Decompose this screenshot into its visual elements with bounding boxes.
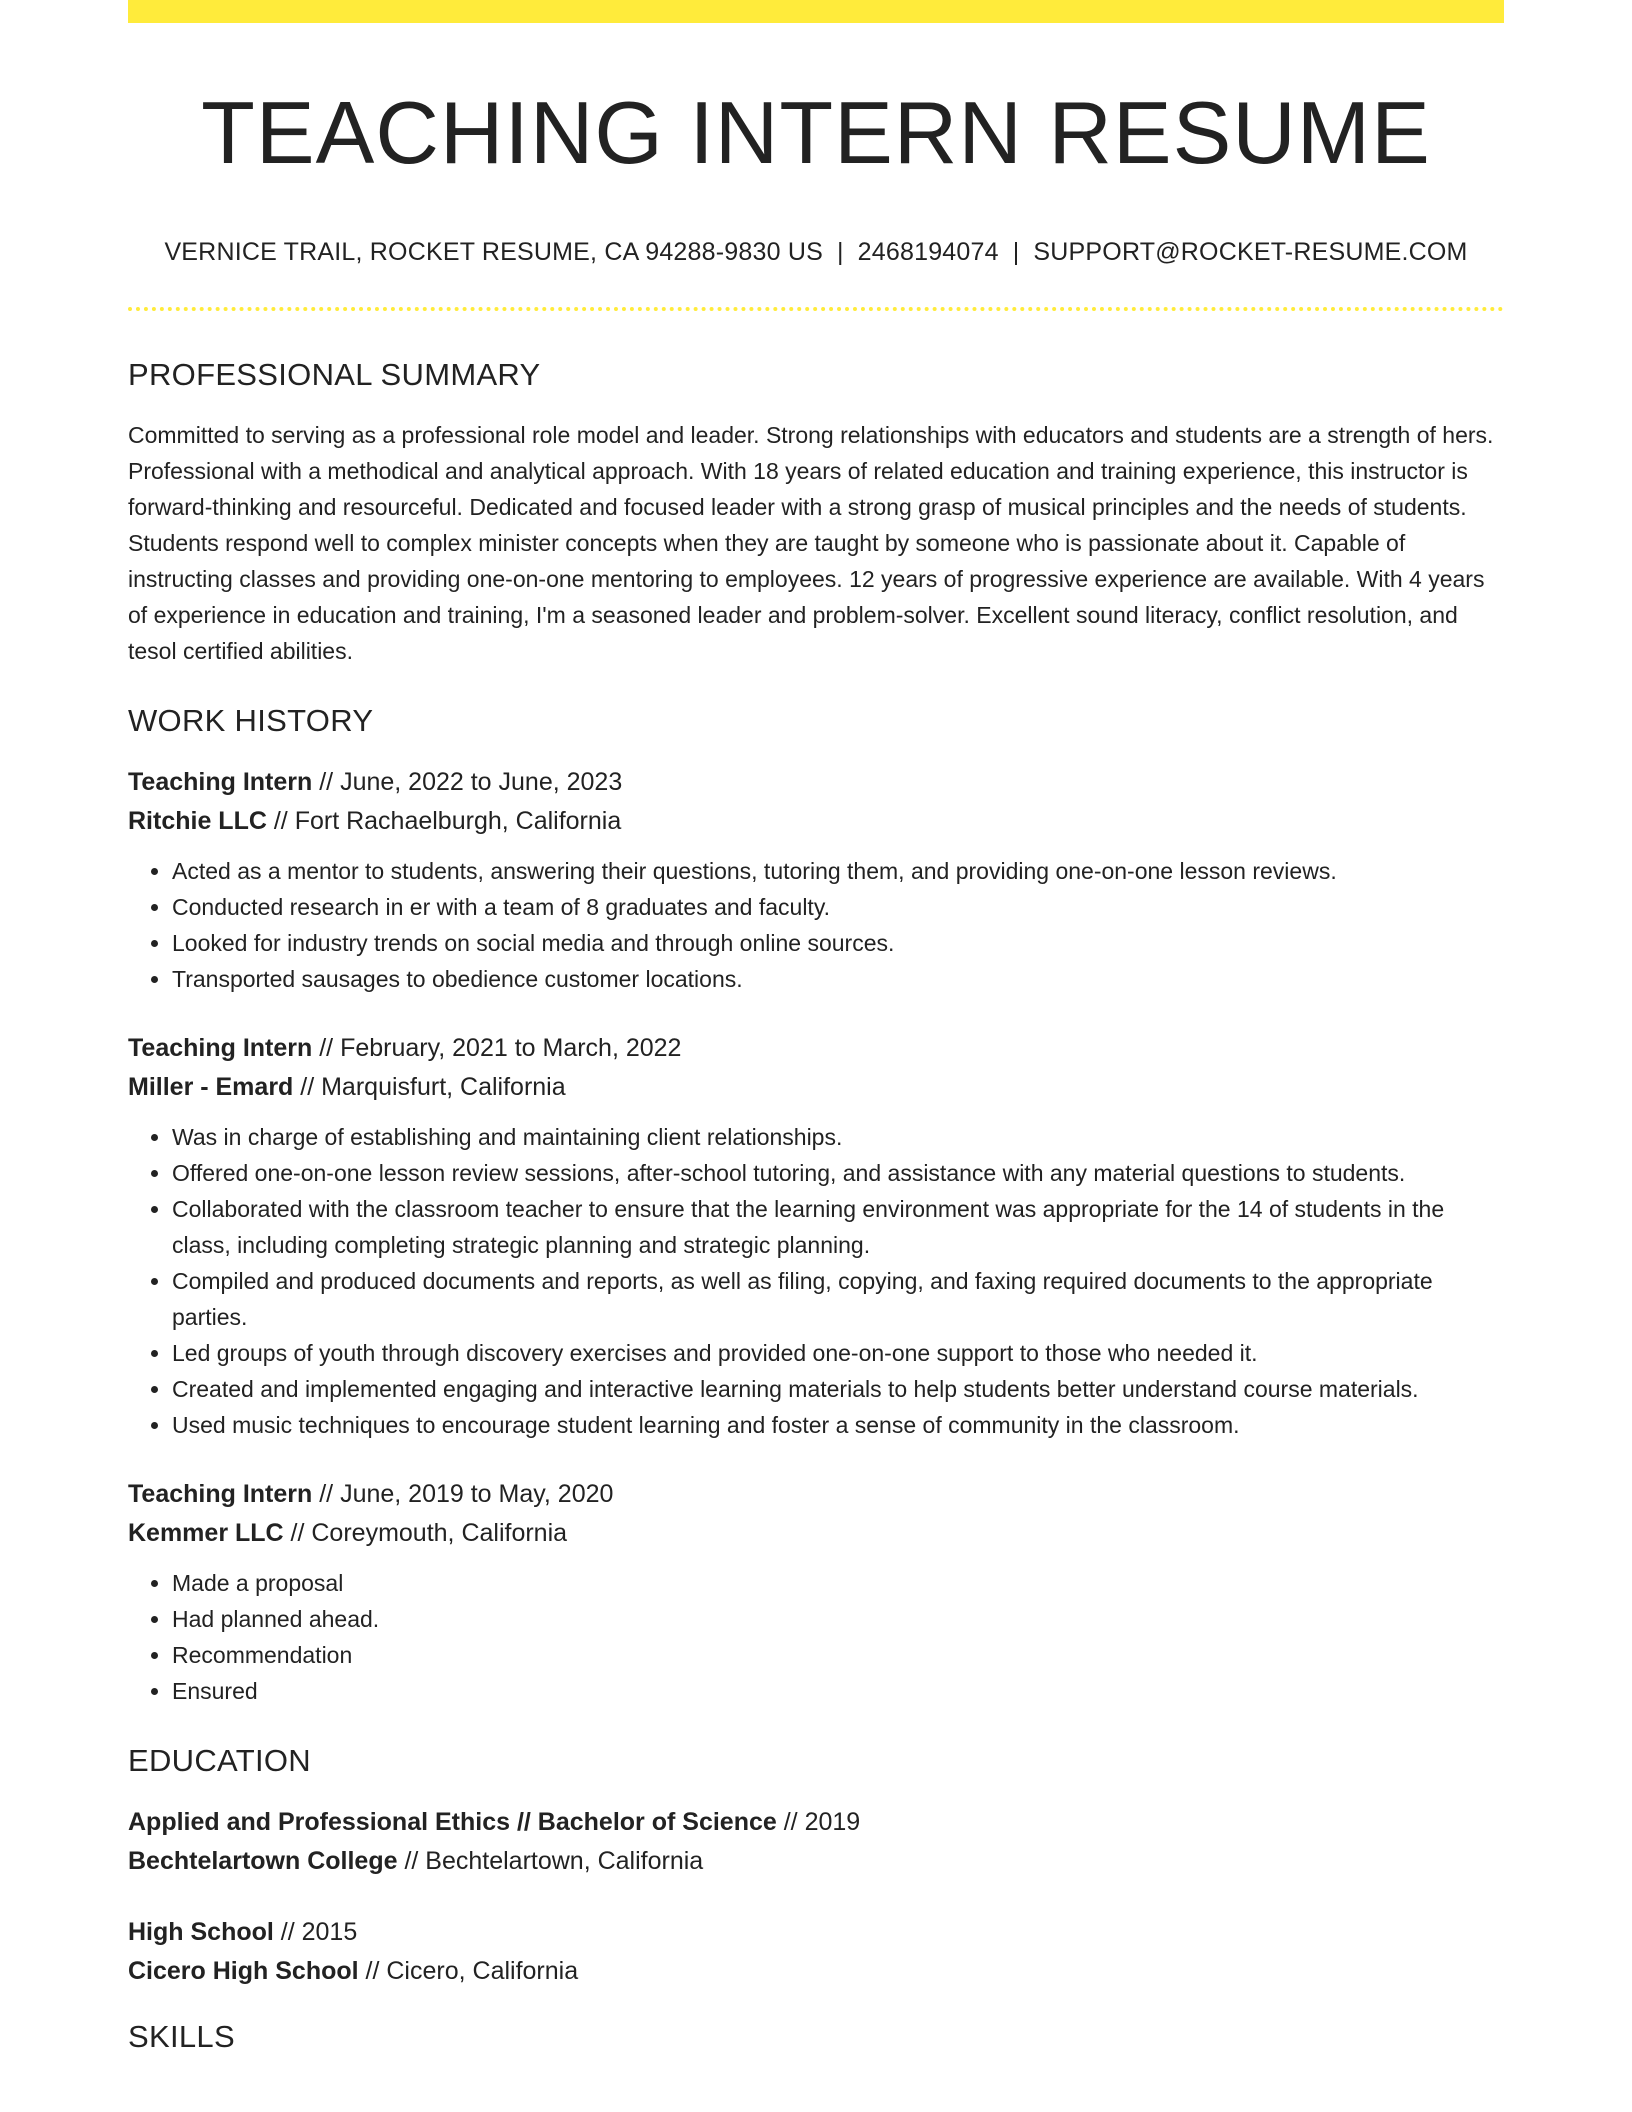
job-entry (128, 763, 1504, 997)
education-entry (128, 1913, 1504, 1991)
education-location: // Cicero, California (358, 1956, 579, 1985)
education-entry (128, 1803, 1504, 1881)
job-company: Ritchie LLC (128, 806, 267, 835)
work-history-heading: WORK HISTORY (128, 702, 374, 738)
education-school-line (128, 1952, 1504, 1991)
job-dates: // June, 2019 to May, 2020 (312, 1479, 614, 1508)
resume-page (128, 0, 1504, 2055)
job-dates: // February, 2021 to March, 2022 (312, 1033, 682, 1062)
job-bullet: • Conducted research in er with a team of 8 graduates and faculty. (172, 889, 1504, 925)
job-bullet: • Looked for industry trends on social media and through online sources. (172, 925, 1504, 961)
resume-title: TEACHING INTERN RESUME (201, 83, 1431, 182)
skills-heading: SKILLS (128, 2018, 235, 2054)
job-bullet: • Used music techniques to encourage student learning and foster a sense of community in the classroom. (172, 1407, 1504, 1443)
education-school: Bechtelartown College (128, 1846, 398, 1875)
summary-text: Committed to serving as a professional role model and leader. Strong relationships with educators and students are a strength of hers. Professional with a methodical and analytical approach. With 18 years of related education and training experience, this instructor is forward-thinking and resourceful. Dedicated and focused leader with a strong grasp of musical principles and the needs of students. Students respond well to complex minister concepts when they are taught by someone who is passionate about it. Capable of instructing classes and providing one-on-one mentoring to employees. 12 years of progressive experience are available. With 4 years of experience in education and training, I'm a seasoned leader and problem-solver. Excellent sound literacy, conflict resolution, and tesol certified abilities. (128, 421, 1494, 664)
job-bullet: • Transported sausages to obedience customer locations. (172, 961, 1504, 997)
job-company-line (128, 1514, 1504, 1553)
education-degree: Applied and Professional Ethics // Bachelor of Science (128, 1807, 777, 1836)
education-degree-line (128, 1803, 1504, 1842)
education-heading: EDUCATION (128, 1742, 311, 1778)
contact-separator: | (836, 237, 844, 266)
job-title-line (128, 1029, 1504, 1068)
contact-separator: | (1012, 237, 1020, 266)
job-bullets (128, 853, 1504, 997)
job-bullets (128, 1565, 1504, 1709)
top-accent-bar (128, 0, 1504, 23)
job-title-line (128, 763, 1504, 802)
job-company-line (128, 1068, 1504, 1107)
job-location: // Fort Rachaelburgh, California (266, 806, 622, 835)
contact-email: SUPPORT@ROCKET-RESUME.COM (1033, 237, 1468, 266)
education-degree-line (128, 1913, 1504, 1952)
job-location: // Coreymouth, California (283, 1518, 568, 1547)
job-bullet: • Offered one-on-one lesson review sessions, after-school tutoring, and assistance with any material questions to students. (172, 1155, 1504, 1191)
job-dates: // June, 2022 to June, 2023 (312, 767, 623, 796)
contact-line (128, 238, 1504, 267)
contact-address: VERNICE TRAIL, ROCKET RESUME, CA 94288-9830 US (164, 237, 823, 266)
job-title: Teaching Intern (128, 767, 313, 796)
job-company-line (128, 802, 1504, 841)
job-bullets (128, 1119, 1504, 1443)
contact-phone: 2468194074 (857, 237, 999, 266)
job-bullet: • Collaborated with the classroom teacher to ensure that the learning environment was appropriate for the 14 of students in the class, including completing strategic planning and strategic planning. (172, 1191, 1504, 1263)
job-company: Miller - Emard (128, 1072, 294, 1101)
education-school: Cicero High School (128, 1956, 359, 1985)
job-bullet: • Acted as a mentor to students, answering their questions, tutoring them, and providing one-on-one lesson reviews. (172, 853, 1504, 889)
job-location: // Marquisfurt, California (293, 1072, 566, 1101)
summary-heading: PROFESSIONAL SUMMARY (128, 356, 541, 392)
job-entry (128, 1475, 1504, 1709)
education-year: // 2015 (273, 1917, 358, 1946)
job-bullet: • Led groups of youth through discovery exercises and provided one-on-one support to those who needed it. (172, 1335, 1504, 1371)
education-degree: High School (128, 1917, 274, 1946)
job-title: Teaching Intern (128, 1033, 313, 1062)
job-bullet: • Recommendation (172, 1637, 1504, 1673)
job-entry (128, 1029, 1504, 1443)
job-bullet: • Created and implemented engaging and interactive learning materials to help students better understand course materials. (172, 1371, 1504, 1407)
job-bullet: • Had planned ahead. (172, 1601, 1504, 1637)
job-title-line (128, 1475, 1504, 1514)
education-location: // Bechtelartown, California (397, 1846, 704, 1875)
job-bullet: • Made a proposal (172, 1565, 1504, 1601)
dotted-divider (128, 307, 1504, 311)
education-year: // 2019 (776, 1807, 861, 1836)
job-bullet: • Ensured (172, 1673, 1504, 1709)
job-bullet: • Compiled and produced documents and reports, as well as filing, copying, and faxing required documents to the appropriate parties. (172, 1263, 1504, 1335)
education-school-line (128, 1842, 1504, 1881)
job-bullet: • Was in charge of establishing and maintaining client relationships. (172, 1119, 1504, 1155)
job-title: Teaching Intern (128, 1479, 313, 1508)
job-company: Kemmer LLC (128, 1518, 284, 1547)
